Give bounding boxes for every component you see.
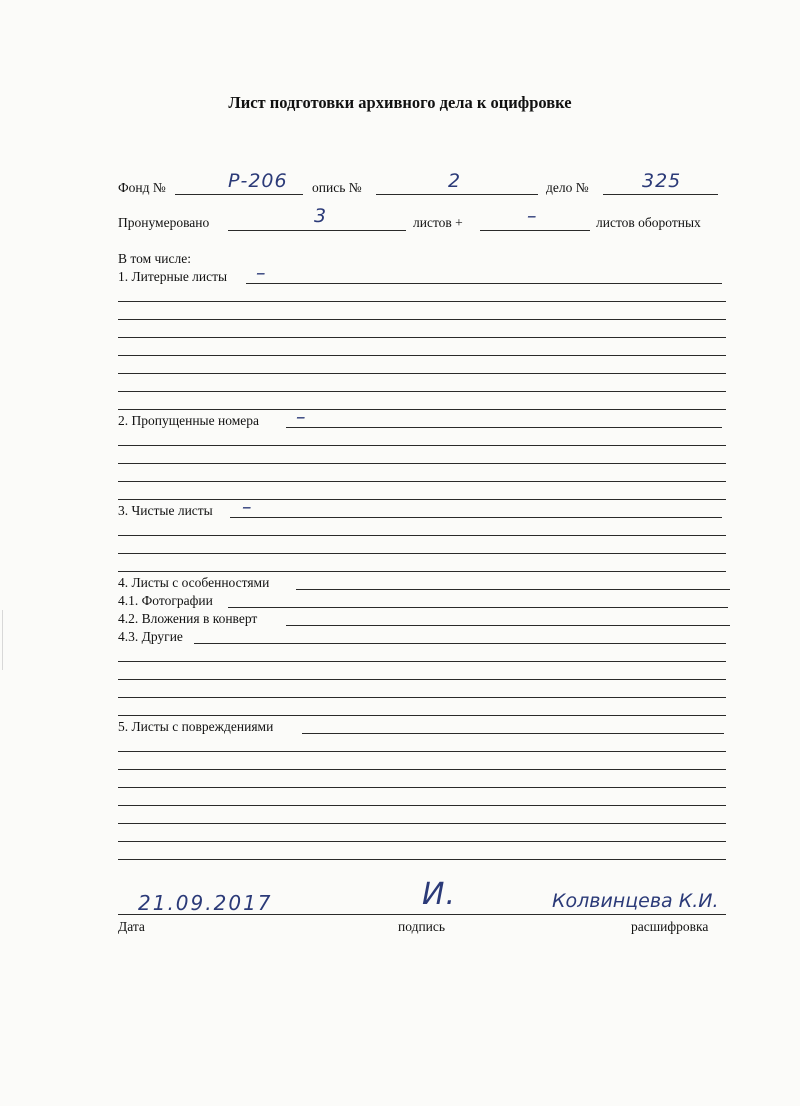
blank-line bbox=[118, 391, 726, 392]
date-value: 21.09.2017 bbox=[138, 891, 273, 915]
blank-line bbox=[118, 463, 726, 464]
section-2-underline bbox=[286, 427, 722, 428]
blank-line bbox=[118, 715, 726, 716]
blank-line bbox=[118, 553, 726, 554]
section-5-underline bbox=[302, 733, 724, 734]
section-4-1-underline bbox=[228, 607, 728, 608]
blank-line bbox=[118, 823, 726, 824]
pronumerovano-value: 3 bbox=[314, 205, 328, 227]
blank-line bbox=[118, 409, 726, 410]
blank-line bbox=[118, 535, 726, 536]
blank-line bbox=[118, 841, 726, 842]
date-label: Дата bbox=[118, 919, 145, 934]
blank-line bbox=[118, 373, 726, 374]
section-2-value: – bbox=[296, 406, 307, 428]
blank-line bbox=[118, 697, 726, 698]
fond-underline bbox=[175, 194, 303, 195]
blank-line bbox=[118, 787, 726, 788]
oborot-value: – bbox=[527, 205, 538, 227]
blank-line bbox=[118, 571, 726, 572]
section-4-underline bbox=[296, 589, 730, 590]
delo-underline bbox=[603, 194, 718, 195]
section-4-2-label: 4.2. Вложения в конверт bbox=[118, 611, 258, 626]
section-4-1-label: 4.1. Фотографии bbox=[118, 593, 213, 608]
opis-value: 2 bbox=[448, 170, 462, 192]
blank-line bbox=[118, 355, 726, 356]
blank-line bbox=[118, 499, 726, 500]
opis-underline bbox=[376, 194, 538, 195]
section-3-value: – bbox=[242, 496, 253, 518]
scan-artifact bbox=[2, 610, 3, 670]
section-2-label: 2. Пропущенные номера bbox=[118, 413, 259, 428]
blank-line bbox=[118, 805, 726, 806]
decode-label: расшифровка bbox=[631, 919, 709, 934]
blank-line bbox=[118, 751, 726, 752]
section-3-label: 3. Чистые листы bbox=[118, 503, 213, 518]
opis-label: опись № bbox=[312, 180, 362, 195]
section-1-underline bbox=[246, 283, 722, 284]
intro-text: В том числе: bbox=[118, 251, 191, 266]
blank-line bbox=[118, 301, 726, 302]
section-4-label: 4. Листы с особенностями bbox=[118, 575, 270, 590]
section-1-label: 1. Литерные листы bbox=[118, 269, 228, 284]
blank-line bbox=[118, 679, 726, 680]
blank-line bbox=[118, 445, 726, 446]
page-title: Лист подготовки архивного дела к оцифровке bbox=[228, 93, 572, 112]
section-4-3-underline bbox=[194, 643, 726, 644]
pronumerovano-underline bbox=[228, 230, 406, 231]
section-5-label: 5. Листы с повреждениями bbox=[118, 719, 274, 734]
delo-value: 325 bbox=[642, 170, 682, 192]
blank-line bbox=[118, 859, 726, 860]
oborot-underline bbox=[480, 230, 590, 231]
section-4-3-label: 4.3. Другие bbox=[118, 629, 183, 644]
fond-label: Фонд № bbox=[118, 180, 166, 195]
name-value: Колвинцева К.И. bbox=[552, 890, 719, 912]
signature-label: подпись bbox=[398, 919, 446, 934]
blank-line bbox=[118, 661, 726, 662]
fond-value: Р-206 bbox=[228, 170, 288, 192]
signature-value: И. bbox=[422, 877, 456, 912]
pronumerovano-label: Пронумеровано bbox=[118, 215, 210, 230]
blank-line bbox=[118, 319, 726, 320]
section-4-2-underline bbox=[286, 625, 730, 626]
blank-line bbox=[118, 769, 726, 770]
delo-label: дело № bbox=[546, 180, 589, 195]
listov-label: листов + bbox=[413, 215, 463, 230]
blank-line bbox=[118, 481, 726, 482]
blank-line bbox=[118, 337, 726, 338]
section-1-value: – bbox=[256, 262, 267, 284]
oborot-label: листов оборотных bbox=[596, 215, 701, 230]
section-3-underline bbox=[230, 517, 722, 518]
